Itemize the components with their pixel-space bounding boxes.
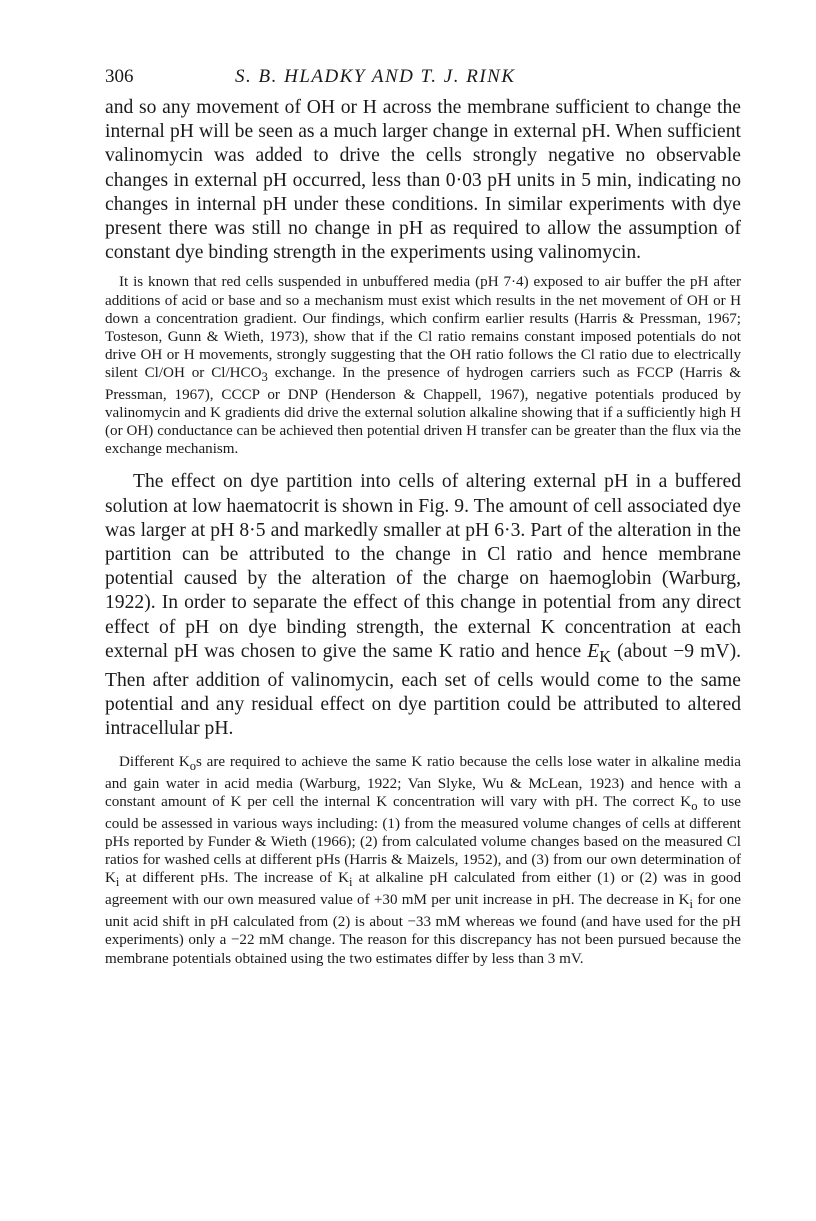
paragraph-3-text-a: The effect on dye partition into cells of altering external pH in a buffered solution at low haematocrit is shown in Fig. 9. The amount of cell associated dye was larger at pH 8·5 and markedly smaller at pH 6·3. Part of the alteration in the partition can be attributed to the change in Cl ratio and hence membrane potential caused by the alteration of the charge on haemoglobin (Warburg, 1922). In order to separate the effect of this change in potential from any direct effect of pH on dye binding strength, the external K concentration at each external pH was chosen to give the same K ratio and hence [105, 471, 741, 662]
running-head [105, 66, 741, 96]
subscript-o-1: o [189, 758, 197, 773]
paragraph-4-text-5: at alkaline pH calculated from either (1) or (2) was in good agreement with our own measured value of +30 mM per unit increase in pH. The decrease in K [105, 870, 741, 909]
subscript-i-1: i [115, 875, 120, 890]
subscript-o-2: o [691, 798, 698, 813]
paragraph-4-text-2: s are required to achieve the same K ratio because the cells lose water in alkaline media and gain water in acid media (Warburg, 1922; Van Slyke, Wu & McLean, 1923) and hence with a constant amount of K per cell the internal K concentration will vary with pH. The correct K [105, 753, 741, 810]
paragraph-1-text: and so any movement of OH or H across the membrane sufficient to change the internal pH will be seen as a much larger change in external pH. When sufficient valinomycin was added to drive the cells strongly negative no observable changes in external pH occurred, less than 0·03 pH units in 5 min, indicating no changes in internal pH under these conditions. In similar experiments with dye present there was still no change in pH as required to allow the assumption of constant dye binding strength in the experiments using valinomycin. [105, 97, 741, 264]
paragraph-4-text-6: for one unit acid shift in pH calculated from (2) is about −33 mM whereas we found (and have used for the pH experiments) only a −22 mM change. The reason for this discrepancy has not been pursued because the membrane potentials obtained using the two estimates differ by less than 3 mV. [105, 892, 741, 967]
paragraph-3-text-b: (about −9 mV). Then after addition of valinomycin, each set of cells would come to the same potential and any residual effect on dye partition could be attributed to altered intracellular pH. [105, 640, 741, 740]
running-head-authors: S. B. HLADKY AND T. J. RINK [235, 66, 516, 87]
paragraph-2-text-b: exchange. In the presence of hydrogen carriers such as FCCP (Harris & Pressman, 1967), CCCP or DNP (Henderson & Chappell, 1967), negative potentials produced by valinomycin and K gradients did drive the external solution alkaline showing that if a sufficiently high H (or OH) conductance can be achieved then potential driven H transfer can be greater than the flux via the exchange mechanism. [105, 364, 741, 458]
page-number: 306 [105, 66, 134, 87]
paragraph-4-small [105, 753, 741, 968]
subscript-i-3: i [689, 897, 694, 912]
paragraph-4-text-4: at different pHs. The increase of K [119, 870, 349, 887]
subscript-i-2: i [348, 875, 353, 890]
paragraph-2-small [105, 273, 741, 458]
paragraph-1 [105, 96, 741, 265]
paragraph-4-text-3: to use could be assessed in various ways including: (1) from the measured volume changes of cells at different pHs reported by Funder & Wieth (1966); (2) from calculated volume changes based on the measured Cl ratios for washed cells at different pHs (Harris & Maizels, 1952), and (3) from our own determination of K [105, 793, 741, 887]
paragraph-2-text-a: It is known that red cells suspended in unbuffered media (pH 7·4) exposed to air buffer the pH after additions of acid or base and so a mechanism must exist which results in the net movement of OH or H down a concentration gradient. Our findings, which confirm earlier results (Harris & Pressman, 1967; Tosteson, Gunn & Wieth, 1973), show that if the Cl ratio remains constant imposed potentials do not drive OH or H movements, strongly suggesting that the OH ratio follows the Cl ratio due to electrically silent Cl/OH or Cl/HCO [105, 274, 741, 381]
journal-page [105, 66, 741, 968]
paragraph-3 [105, 470, 741, 741]
potential-symbol: E [587, 640, 600, 662]
paragraph-4-text-1: Different K [119, 753, 190, 770]
subscript-3: 3 [261, 369, 268, 384]
potential-subscript: K [599, 646, 611, 666]
